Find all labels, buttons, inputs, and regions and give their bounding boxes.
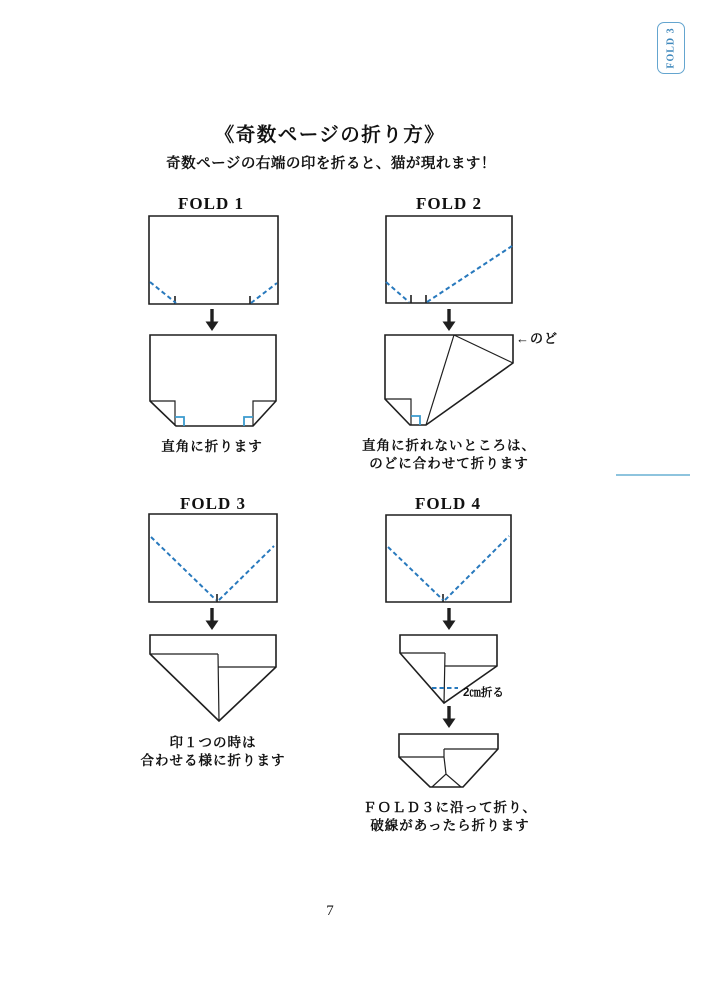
page-title: 《奇数ページの折り方》 bbox=[214, 124, 446, 146]
left-arrow-icon: ← bbox=[516, 331, 530, 346]
fold3-before-diagram bbox=[149, 514, 277, 602]
fold3-caption-line1: 印１つの時は bbox=[169, 735, 257, 750]
fold1-before-diagram bbox=[149, 216, 278, 304]
fold4-down-arrow-icon bbox=[443, 608, 456, 630]
fold3-caption bbox=[141, 734, 286, 770]
fold4-before-diagram bbox=[386, 515, 511, 602]
fold1-down-arrow-icon bbox=[206, 309, 219, 331]
fold4-caption-line1: ＦＯＬＤ３に沿って折り、 bbox=[363, 800, 537, 815]
fold2-caption-line1: 直角に折れないところは、 bbox=[362, 438, 536, 453]
fold2-caption bbox=[362, 437, 536, 473]
fold4-heading: FOLD 4 bbox=[415, 494, 481, 513]
fold1-heading: FOLD 1 bbox=[178, 194, 244, 213]
fold4-caption bbox=[363, 799, 537, 835]
fold3-after-diagram bbox=[150, 635, 276, 721]
fold3-down-arrow-icon bbox=[206, 608, 219, 630]
fold1-after-diagram bbox=[150, 335, 276, 426]
fold4-second-down-arrow-icon bbox=[443, 706, 456, 728]
fold4-final-diagram bbox=[399, 734, 498, 787]
fold3-caption-line2: 合わせる様に折ります bbox=[140, 753, 286, 768]
fold2-after-diagram bbox=[385, 335, 513, 425]
fold2-down-arrow-icon bbox=[443, 309, 456, 331]
fold1-caption: 直角に折ります bbox=[161, 439, 263, 454]
fold2-caption-line2: のどに合わせて折ります bbox=[369, 456, 529, 471]
fold4-note-2cm: 2㎝折る bbox=[463, 687, 504, 699]
fold4-caption-line2: 破線があったら折ります bbox=[370, 818, 530, 833]
fold2-heading: FOLD 2 bbox=[416, 194, 482, 213]
fold2-before-diagram bbox=[386, 216, 512, 303]
fold2-gutter-label bbox=[516, 328, 558, 347]
fold2-gutter-text: のど bbox=[530, 331, 559, 346]
fold3-heading: FOLD 3 bbox=[180, 494, 246, 513]
fold3-tab-label: FOLD 3 bbox=[665, 27, 677, 69]
page-number: 7 bbox=[326, 903, 334, 919]
page-subtitle: 奇数ページの右端の印を折ると、猫が現れます！ bbox=[166, 156, 496, 172]
